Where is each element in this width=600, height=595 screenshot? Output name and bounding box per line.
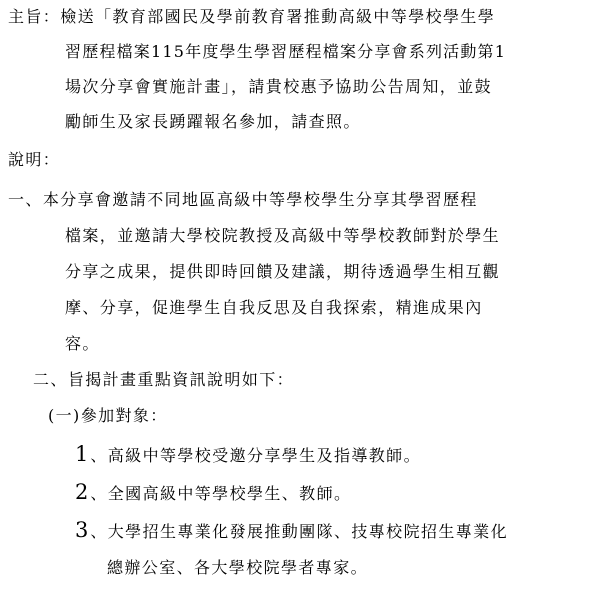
item1-text-line-4: 摩、分享，促進學生自我反思及自我探索，精進成果內 [65,298,483,317]
list-item-number: 3 [75,518,89,542]
subject-text-line-2: 習歷程檔案115年度學生學習歷程檔案分享會系列活動第1 [65,42,507,61]
subject-text-line-3: 場次分享會實施計畫」，請貴校惠予協助公告周知，並鼓 [65,77,493,96]
item1-marker: 一、 [8,190,43,209]
item1-first-line [8,190,478,210]
list-item-number: 1 [75,442,89,466]
sub1-heading [48,406,168,426]
subject-text-line-1: 檢送「教育部國民及學前教育署推動高級中等學校學生學 [60,7,496,26]
item1-text-line-1: 本分享會邀請不同地區高級中等學校學生分享其學習歷程 [42,190,478,209]
subject-text-line-4: 勵師生及家長踴躍報名參加，請查照。 [65,112,361,131]
list-item [75,520,508,542]
item2-text: 旨揭計畫重點資訊說明如下： [67,370,295,389]
list-item-continuation: 總辦公室、各大學校院學者專家。 [107,558,369,577]
subject-label: 主旨： [8,7,61,26]
list-item-text: 、高級中等學校受邀分享學生及指導教師。 [90,446,421,465]
list-item [75,482,351,504]
sub1-text: 參加對象： [80,406,168,425]
list-item-text: 、大學招生專業化發展推動團隊、技專校院招生專業化 [90,522,508,541]
item2-line [33,370,294,390]
item1-text-line-5: 容。 [65,334,100,353]
list-item-number: 2 [75,480,89,504]
subject-first-line [8,7,495,27]
sub1-marker: (一) [48,406,81,425]
item1-text-line-3: 分享之成果，提供即時回饋及建議，期待透過學生相互觀 [65,262,501,281]
explanation-label: 說明： [8,150,61,169]
item1-text-line-2: 檔案，並邀請大學校院教授及高級中等學校教師對於學生 [65,226,501,245]
list-item [75,444,421,466]
item2-marker: 二、 [33,370,68,389]
list-item-text: 、全國高級中等學校學生、教師。 [90,484,352,503]
